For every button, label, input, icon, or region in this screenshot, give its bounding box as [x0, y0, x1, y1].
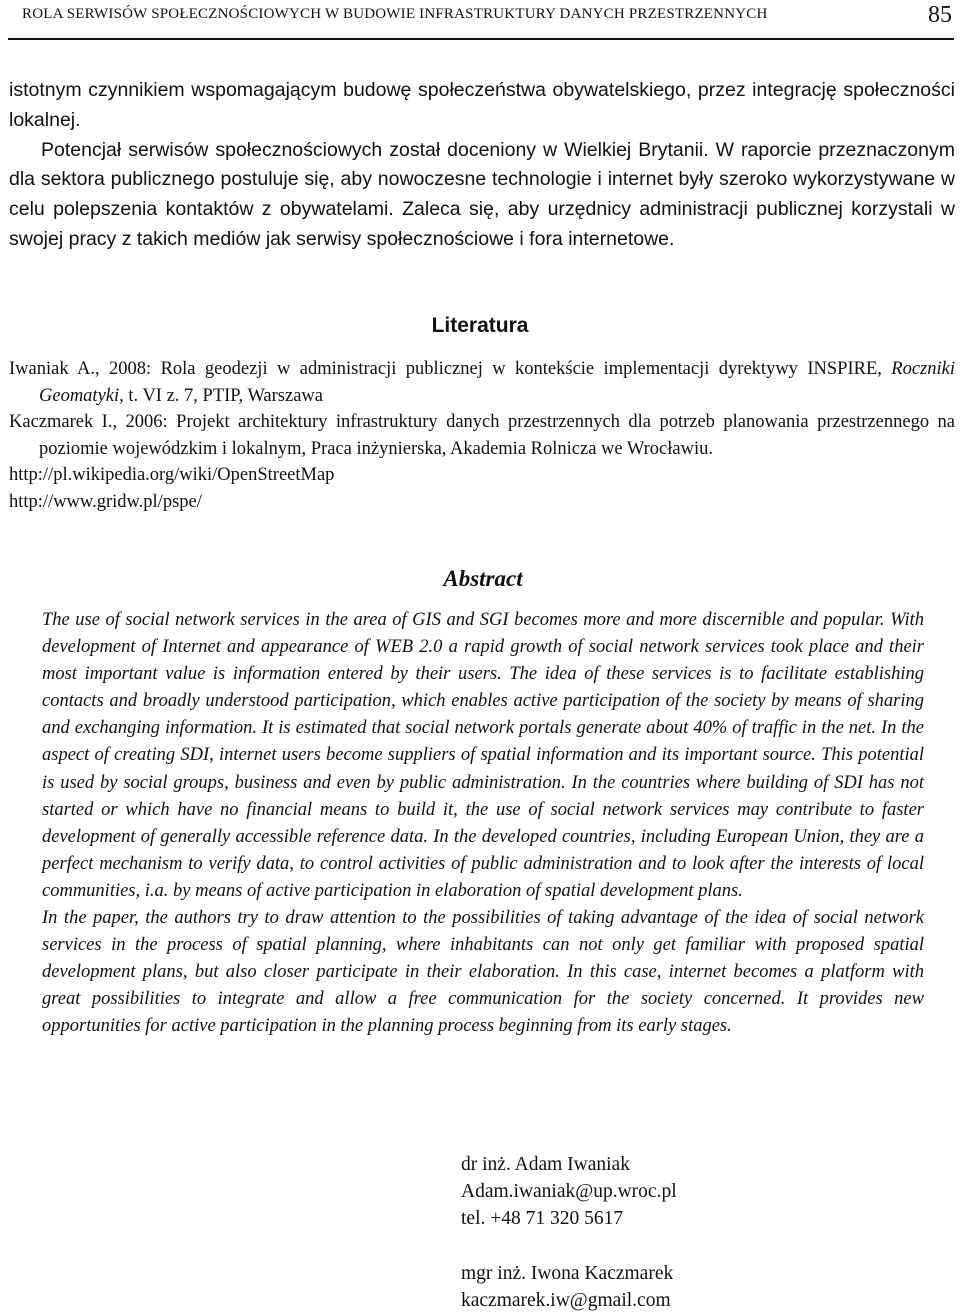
reference-text: , 2006: Projekt architektury infrastruktury danych przestrzennych dla potrzeb planowania przestrzennego na poziomie wojewódzkim i lokalnym, Praca inżynierska, Akademia Rolnicza we Wrocławiu.	[39, 412, 955, 459]
reference-url[interactable]: http://pl.wikipedia.org/wiki/OpenStreetMap	[9, 465, 335, 486]
author-contacts	[461, 1151, 901, 1314]
reference-author: Iwaniak A.	[9, 359, 95, 379]
abstract-paragraph-1: The use of social network services in the area of GIS and SGI becomes more and more discernible and popular. With development of Internet and appearance of WEB 2.0 a rapid growth of social network services took place and their most important value is information entered by their users. The idea of these services is to facilitate establishing contacts and broadly understood participation, which enables active participation of the society by means of sharing and exchanging information. It is estimated that social network portals generate about 40% of traffic in the net. In the aspect of creating SDI, internet users become suppliers of spatial information and its important source. This potential is used by social groups, business and even by public administration. In the countries where building of SDI has not started or which have no financial means to build it, the use of social network services may contribute to faster development of generally accessible reference data. In the developed countries, including European Union, they are a perfect mechanism to verify data, to control activities of public administration and to look after the interests of local communities, i.a. by means of active participation in elaboration of spatial development plans.	[42, 610, 924, 901]
reference-author: Kaczmarek I.	[9, 412, 113, 433]
body-text	[9, 76, 955, 255]
reference-url[interactable]: http://www.gridw.pl/pspe/	[9, 491, 202, 512]
body-paragraph-1: istotnym czynnikiem wspomagającym budowę społeczeństwa obywatelskiego, przez integrację społeczności lokalnej.	[9, 79, 955, 131]
reference-text: , t. VI z. 7, PTIP, Warszawa	[119, 385, 324, 406]
abstract-heading: Abstract	[443, 566, 523, 591]
page-number: 85	[928, 2, 952, 28]
author-email[interactable]: kaczmarek.iw@gmail.com	[461, 1290, 671, 1311]
contact-spacer	[461, 1233, 901, 1260]
body-paragraph-2: Potencjał serwisów społecznościowych został doceniony w Wielkiej Brytanii. W raporcie przeznaczonym dla sektora publicznego postuluje się, aby nowoczesne technologie i internet były szeroko wykorzystywane w celu polepszenia kontaktów z obywatelami. Zaleca się, aby urzędnicy administracji publicznej korzystali w swojej pracy z takich mediów jak serwisy społecznościowe i fora internetowe.	[9, 138, 955, 250]
literature-heading: Literatura	[431, 314, 529, 337]
abstract-body	[42, 607, 924, 1041]
running-header	[8, 2, 954, 40]
reference-item	[9, 356, 955, 409]
reference-list	[9, 356, 955, 516]
reference-journal: Roczniki Geomatyki	[39, 359, 955, 406]
author-name: mgr inż. Iwona Kaczmarek	[461, 1262, 674, 1284]
reference-item	[9, 409, 955, 462]
running-title: ROLA SERWISÓW SPOŁECZNOŚCIOWYCH W BUDOWIE INFRASTRUKTURY DANYCH PRZESTRZENNYCH	[22, 6, 768, 22]
abstract-paragraph-2: In the paper, the authors try to draw attention to the possibilities of taking advantage of the idea of social network services in the process of spatial planning, where inhabitants can not only get familiar with proposed spatial development plans, but also closer participate in their elaboration. In this case, internet becomes a platform with great possibilities to integrate and allow a free communication for the society concerned. It provides new opportunities for active participation in the planning process beginning from its early stages.	[42, 908, 924, 1037]
author-name: dr inż. Adam Iwaniak	[461, 1154, 630, 1175]
author-phone: tel. +48 71 320 5617	[461, 1208, 624, 1230]
reference-text: , 2008: Rola geodezji w administracji publicznej w kontekście implementacji dyrektywy INSPIRE,	[94, 359, 892, 379]
author-email[interactable]: Adam.iwaniak@up.wroc.pl	[461, 1181, 677, 1203]
